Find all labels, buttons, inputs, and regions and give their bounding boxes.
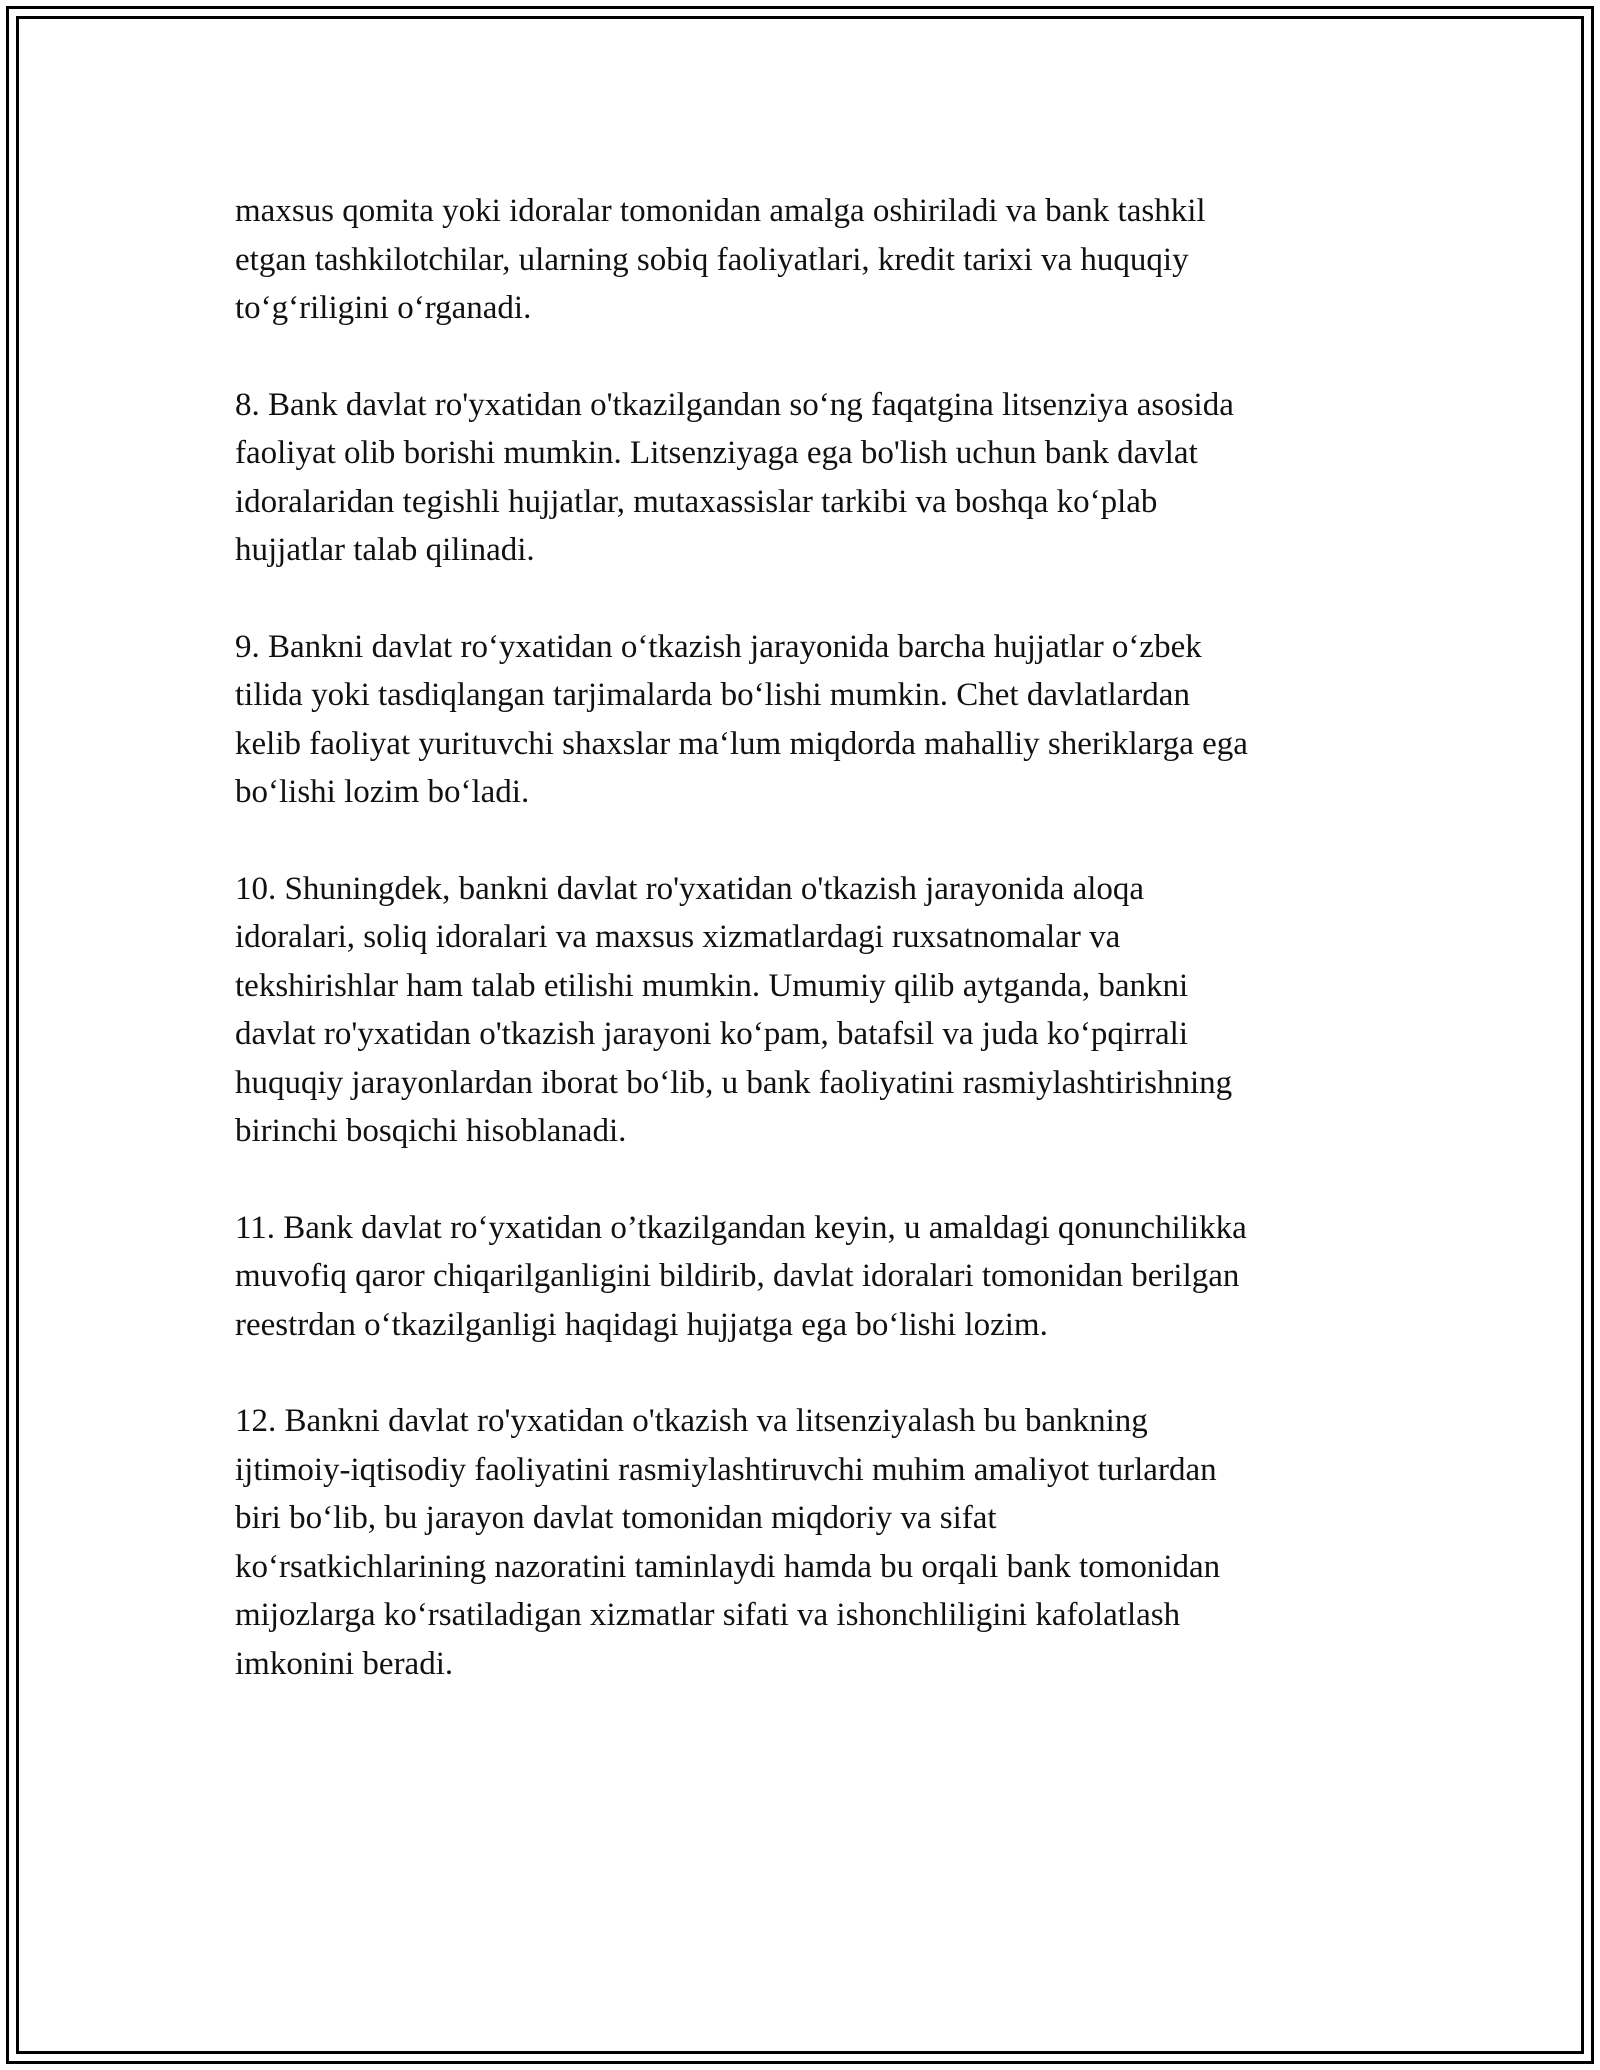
paragraph-8: 8. Bank davlat ro'yxatidan o'tkazilgandan so‘ng faqatgina litsenziya asosida faoliyat olib borishi mumkin. Litsenziyaga ega bo'lish uchun bank davlat idoralaridan tegishli hujjatlar, mutaxassislar tarkibi va boshqa ko‘plab hujjatlar talab qilinadi. (235, 386, 1234, 568)
document-body (235, 187, 1365, 1736)
paragraph-intro-continuation: maxsus qomita yoki idoralar tomonidan amalga oshiriladi va bank tashkil etgan tashkilotchilar, ularning sobiq faoliyatlari, kredit tarixi va huquqiy to‘g‘riligini o‘rganadi. (235, 193, 1206, 326)
paragraph-11: 11. Bank davlat ro‘yxatidan o’tkazilgandan keyin, u amaldagi qonunchilikka muvofiq qaror chiqarilganligini bildirib, davlat idoralari tomonidan berilgan reestrdan o‘tkazilganligi haqidagi hujjatga ega bo‘lishi lozim. (235, 1209, 1247, 1343)
paragraph-12: 12. Bankni davlat ro'yxatidan o'tkazish va litsenziyalash bu bankning ijtimoiy-iqtisodiy faoliyatini rasmiylashtiruvchi muhim amaliyot turlardan biri bo‘lib, bu jarayon davlat tomonidan miqdoriy va sifat ko‘rsatkichlarining nazoratini taminlaydi hamda bu orqali bank tomonidan mijozlarga ko‘rsatiladigan xizmatlar sifati va ishonchliligini kafolatlash imkonini beradi. (235, 1403, 1221, 1682)
paragraph-9: 9. Bankni davlat ro‘yxatidan o‘tkazish jarayonida barcha hujjatlar o‘zbek tilida yoki tasdiqlangan tarjimalarda bo‘lishi mumkin. Chet davlatlardan kelib faoliyat yurituvchi shaxslar ma‘lum miqdorda mahalliy sheriklarga ega bo‘lishi lozim bo‘ladi. (235, 628, 1248, 810)
paragraph-10: 10. Shuningdek, bankni davlat ro'yxatidan o'tkazish jarayonida aloqa idoralari, soliq idoralari va maxsus xizmatlardagi ruxsatnomalar va tekshirishlar ham talab etilishi mumkin. Umumiy qilib aytganda, bankni davlat ro'yxatidan o'tkazish jarayoni ko‘pam, batafsil va juda ko‘pqirrali huquqiy jarayonlardan iborat bo‘lib, u bank faoliyatini rasmiylashtirishning birinchi bosqichi hisoblanadi. (235, 870, 1233, 1149)
